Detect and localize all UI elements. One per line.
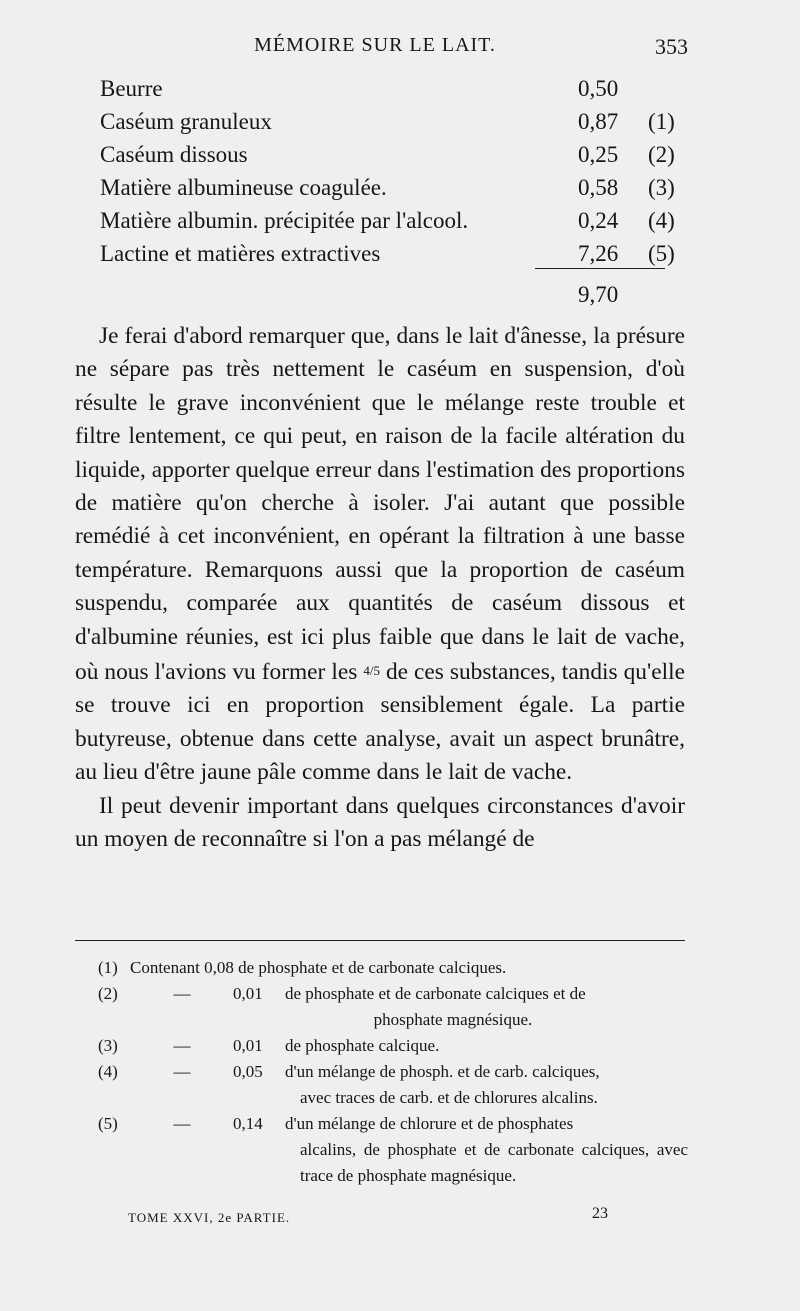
footnote-ref: (4) (648, 208, 675, 233)
paragraph-text: de ces substances, tandis qu'elle se trouve ici en proportion sensiblement égale. La partie butyreuse, obtenue dans cette analyse, avait un aspect brunâtre, au lieu d'être jaune pâle comme dans le lait de vache. (75, 659, 685, 786)
footnote-text: d'un mélange de chlorure et de phosphates (285, 1114, 574, 1133)
ditto-dash: — (173, 984, 191, 1003)
component-value: 0,87 (578, 109, 619, 134)
paragraph (75, 790, 685, 857)
component-value: 0,24 (578, 208, 619, 233)
table-row (100, 138, 690, 171)
footnote-text: d'un mélange de phosph. et de carb. calciques, (285, 1062, 600, 1081)
footnote-quantity: 0,01 (233, 984, 263, 1003)
footnote-ref: (3) (648, 175, 675, 200)
running-title: MÉMOIRE SUR LE LAIT. (254, 34, 496, 56)
footnote (98, 1111, 688, 1189)
ditto-dash: — (173, 1062, 191, 1081)
main-text (75, 320, 685, 857)
footnote-text: Contenant 0,08 de phosphate et de carbonate calciques. (130, 958, 507, 977)
footnote-text: de phosphate et de carbonate calciques et de (285, 984, 586, 1003)
footnote-continuation: avec traces de carb. et de chlorures alcalins. (300, 1088, 598, 1107)
footnote-quantity: 0,14 (233, 1114, 263, 1133)
footnote-number: (1) (98, 958, 118, 977)
footnote-text: de phosphate calcique. (285, 1036, 440, 1055)
footnote (98, 1059, 688, 1111)
footnote (98, 955, 688, 981)
ditto-dash: — (173, 1036, 191, 1055)
table-row (100, 72, 690, 105)
footnote-ref: (2) (648, 142, 675, 167)
table-row (100, 237, 690, 270)
footnote-number: (3) (98, 1036, 118, 1055)
table-row (100, 204, 690, 237)
composition-table (100, 72, 690, 270)
component-label: Matière albumineuse coagulée. (100, 175, 387, 200)
component-value: 0,25 (578, 142, 619, 167)
paragraph-text: Il peut devenir important dans quelques circonstances d'avoir un moyen de reconnaître si l'on a pas mélangé de (75, 792, 685, 853)
table-row (100, 105, 690, 138)
table-row (100, 171, 690, 204)
sheet-number: 23 (592, 1205, 608, 1222)
footnote (98, 1033, 688, 1059)
component-value: 0,50 (578, 76, 619, 101)
component-label: Caséum granuleux (100, 109, 272, 134)
component-value: 0,58 (578, 175, 619, 200)
footnote-ref: (1) (648, 109, 675, 134)
page-header (0, 34, 800, 64)
component-label: Matière albumin. précipitée par l'alcool. (100, 208, 469, 233)
component-label: Lactine et matières extractives (100, 241, 381, 266)
component-label: Beurre (100, 76, 163, 101)
footnote-rule (75, 940, 685, 941)
footnote-continuation: phosphate magnésique. (373, 1010, 533, 1029)
component-value: 7,26 (578, 241, 619, 266)
footnote-number: (2) (98, 984, 118, 1003)
footnote-number: (4) (98, 1062, 118, 1081)
component-label: Caséum dissous (100, 142, 248, 167)
footnote-ref: (5) (648, 241, 675, 266)
sum-rule (535, 268, 665, 269)
footnotes (98, 955, 688, 1189)
footnote-quantity: 0,05 (233, 1062, 263, 1081)
footnote (98, 981, 688, 1033)
fraction: 4/5 (363, 663, 380, 679)
ditto-dash: — (173, 1114, 191, 1133)
printer-signature: TOME XXVI, 2e PARTIE. (128, 1210, 291, 1225)
footnote-number: (5) (98, 1114, 118, 1133)
table-total: 9,70 (578, 282, 619, 307)
paragraph-text: Je ferai d'abord remarquer que, dans le lait d'ânesse, la présure ne sépare pas très nettement le caséum en suspension, d'où résulte le grave inconvénient que le mélange reste trouble et filtre lentement, ce qui peut, en raison de la facile altération du liquide, apporter quelque erreur dans l'estimation des proportions de matière qu'on cherche à isoler. J'ai autant que possible remédié à cet inconvénient, en opérant la filtration à une basse température. Remarquons aussi que la proportion de caséum suspendu, comparée aux quantités de caséum dissous et d'albumine réunies, est ici plus faible que dans le lait de vache, où nous l'avions vu former les (75, 323, 685, 686)
paragraph (75, 320, 685, 790)
page-number: 353 (655, 34, 688, 59)
footnote-continuation: alcalins, de phosphate et de carbonate calciques, avec trace de phosphate magnésique. (300, 1140, 688, 1185)
footnote-quantity: 0,01 (233, 1036, 263, 1055)
